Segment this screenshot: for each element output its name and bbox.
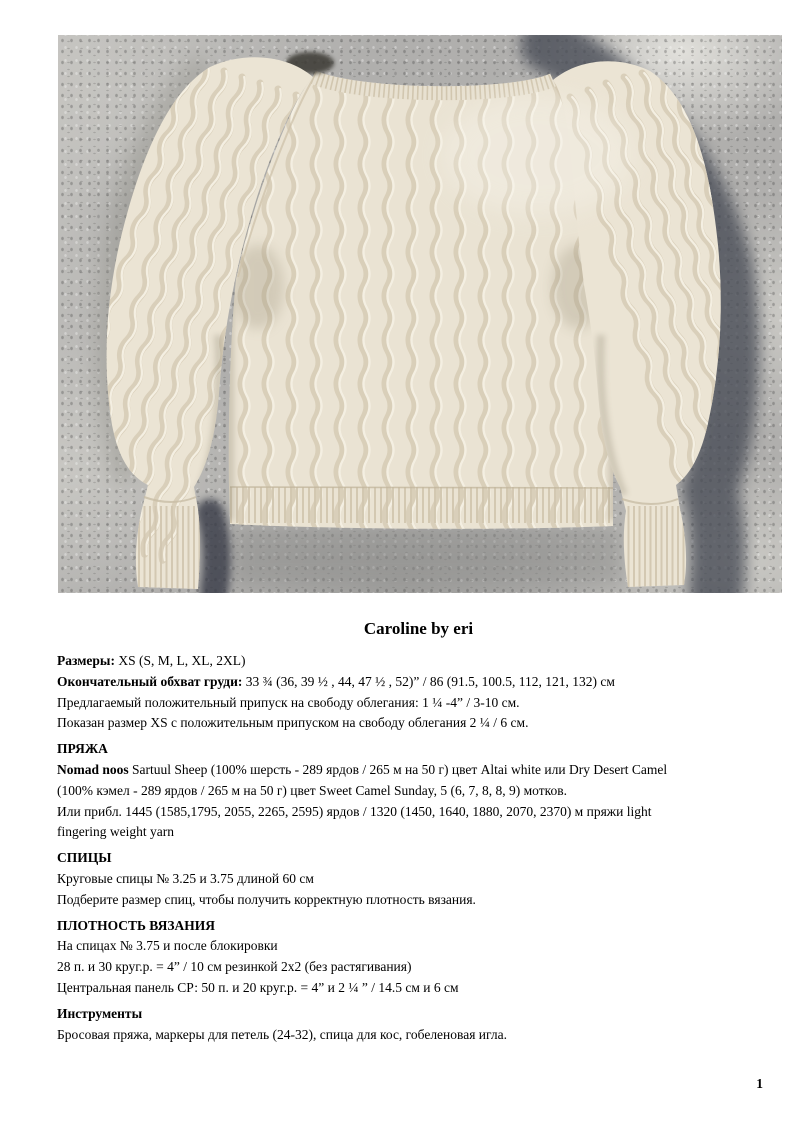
page-title: Caroline by eri	[363, 619, 474, 638]
text-line: Круговые спицы № 3.25 и 3.75 длиной 60 см	[57, 870, 314, 886]
neckband	[286, 52, 553, 93]
section-heading: ПРЯЖА	[57, 741, 108, 757]
section-sizes	[57, 651, 780, 734]
text-line: Бросовая пряжа, маркеры для петель (24-32), спица для кос, гобеленовая игла.	[57, 1026, 507, 1042]
section-heading: Инструменты	[57, 1005, 143, 1021]
text-line: Окончательный обхват груди: 33 ¾ (36, 39 ½ , 44, 47 ½ , 52)” / 86 (91.5, 100.5, 112, 121, 132) см	[57, 673, 615, 689]
section-yarn	[57, 739, 780, 843]
sweater-photo	[58, 35, 782, 593]
text-line: Или прибл. 1445 (1585,1795, 2055, 2265, 2595) ярдов / 1320 (1450, 1640, 1880, 2070, 2370) м пряжи light	[57, 803, 652, 819]
sunlight-glare	[443, 95, 633, 215]
section-heading: ПЛОТНОСТЬ ВЯЗАНИЯ	[57, 917, 215, 933]
sweater-illustration	[58, 35, 782, 593]
text-line: (100% кэмел - 289 ярдов / 265 м на 50 г) цвет Sweet Camel Sunday, 5 (6, 7, 8, 8, 9) мотков.	[57, 782, 568, 798]
section-tools	[57, 1004, 780, 1046]
text-line: fingering weight yarn	[57, 824, 174, 840]
text-line: 28 п. и 30 круг.р. = 4” / 10 см резинкой 2х2 (без растягивания)	[57, 959, 412, 975]
text-line: Центральная панель СР: 50 п. и 20 круг.р. = 4” и 2 ¼ ” / 14.5 см и 6 см	[57, 979, 459, 995]
text-line: Подберите размер спиц, чтобы получить корректную плотность вязания.	[57, 891, 476, 907]
text-line: На спицах № 3.75 и после блокировки	[57, 938, 278, 954]
section-heading: СПИЦЫ	[57, 850, 112, 866]
pattern-text	[57, 617, 780, 1045]
text-line: Размеры: XS (S, M, L, XL, 2XL)	[57, 653, 246, 668]
text-line: Nomad noos Sartuul Sheep (100% шерсть - 289 ярдов / 265 м на 50 г) цвет Altai white или Dry Desert Camel	[57, 761, 668, 777]
text-line: Предлагаемый положительный припуск на свободу облегания: 1 ¼ -4” / 3-10 см.	[57, 694, 520, 710]
section-needles	[57, 848, 780, 910]
text-line: Показан размер XS с положительным припуском на свободу облегания 2 ¼ / 6 см.	[57, 715, 529, 731]
section-gauge	[57, 916, 780, 999]
page-number: 1	[756, 1076, 763, 1091]
